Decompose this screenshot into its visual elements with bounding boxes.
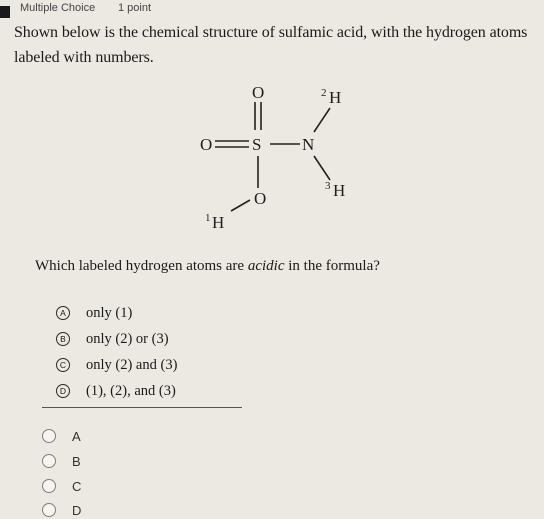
- prompt-text-after: in the formula?: [284, 258, 380, 274]
- prompt-text-before: Which labeled hydrogen atoms are: [35, 258, 248, 274]
- answer-choice-c[interactable]: [42, 477, 81, 495]
- radio-d[interactable]: [42, 503, 56, 517]
- nitrogen-atom: N: [302, 135, 315, 154]
- answer-choice-c-label: C: [72, 478, 82, 494]
- hydrogen-3-atom: H: [333, 181, 346, 200]
- hydrogen-1-atom: H: [212, 213, 225, 232]
- hydrogen-2-atom: H: [329, 88, 342, 107]
- option-a-text: only (1): [86, 304, 133, 321]
- answer-choice-d[interactable]: [42, 501, 81, 519]
- answer-choice-b-label: B: [72, 453, 81, 469]
- n-h2-bond: [314, 108, 330, 132]
- radio-c[interactable]: [42, 479, 56, 493]
- option-d: [56, 382, 176, 400]
- hydrogen-1-number: 1: [205, 212, 211, 224]
- hydrogen-2-number: 2: [321, 87, 327, 99]
- option-c-letter: C: [56, 358, 70, 372]
- oxygen-top-atom: O: [252, 83, 265, 102]
- option-c: [56, 356, 177, 374]
- option-b: [56, 330, 169, 348]
- hydrogen-3-number: 3: [325, 180, 331, 192]
- oxygen-left-atom: O: [200, 135, 213, 154]
- options-divider: [42, 407, 242, 408]
- option-b-letter: B: [56, 332, 70, 346]
- question-marker: [0, 6, 10, 18]
- radio-b[interactable]: [42, 454, 56, 468]
- option-a-letter: A: [56, 306, 70, 320]
- option-d-text: (1), (2), and (3): [86, 382, 176, 399]
- option-c-text: only (2) and (3): [86, 356, 178, 373]
- sulfamic-acid-structure: [190, 76, 380, 246]
- answer-choice-d-label: D: [72, 502, 82, 518]
- option-b-text: only (2) or (3): [86, 330, 169, 347]
- option-d-letter: D: [56, 384, 70, 398]
- n-h3-bond: [314, 156, 330, 180]
- question-prompt: [35, 258, 380, 275]
- answer-choice-b[interactable]: [42, 452, 81, 470]
- question-points: 1 point: [118, 2, 152, 14]
- question-header: [0, 0, 544, 20]
- question-type: Multiple Choice: [20, 2, 96, 14]
- answer-choice-a-label: A: [72, 428, 81, 444]
- prompt-emphasis: acidic: [247, 258, 285, 274]
- option-a: [56, 304, 132, 322]
- oxygen-bottom-atom: O: [254, 189, 267, 208]
- answer-choice-a[interactable]: [42, 427, 81, 445]
- question-text: Shown below is the chemical structure of sulfamic acid, with the hydrogen atoms labeled with numbers.: [14, 24, 528, 66]
- o-h1-bond: [231, 200, 250, 211]
- sulfur-atom: S: [252, 135, 262, 154]
- radio-a[interactable]: [42, 429, 56, 443]
